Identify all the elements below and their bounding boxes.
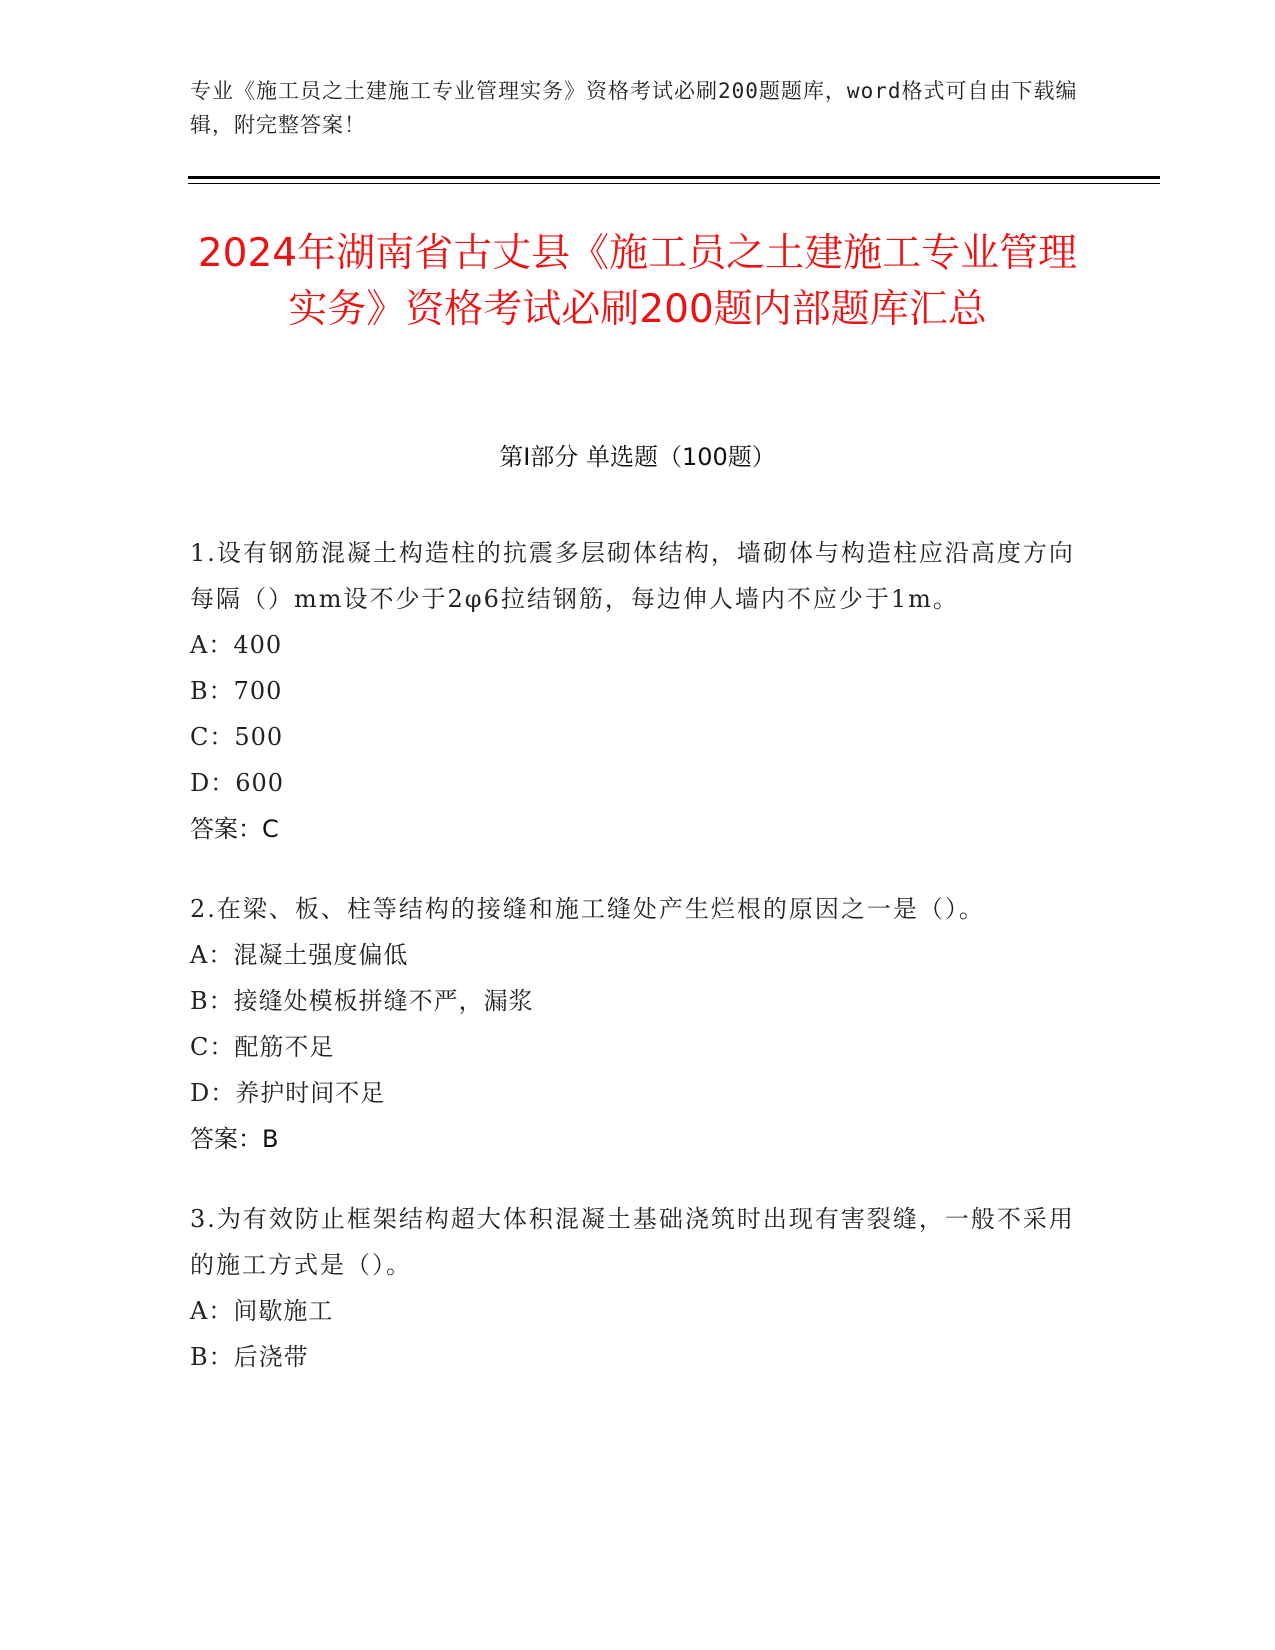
header-note: 专业《施工员之土建施工专业管理实务》资格考试必刷200题题库，word格式可自由下载编辑，附完整答案！ — [190, 79, 1078, 137]
answer-line: 答案：C — [190, 815, 279, 843]
question-list — [190, 530, 1090, 1414]
section-heading: 第Ⅰ部分 单选题（100题） — [499, 443, 776, 471]
option-a: A：间歇施工 — [190, 1297, 334, 1325]
option-b: B：700 — [190, 677, 283, 705]
option-d: D：养护时间不足 — [190, 1079, 386, 1107]
option-b: B：后浇带 — [190, 1343, 309, 1371]
option-b: B：接缝处模板拼缝不严，漏浆 — [190, 987, 534, 1015]
question-1 — [190, 530, 1090, 852]
option-a: A：400 — [190, 631, 283, 659]
option-c: C：配筋不足 — [190, 1033, 335, 1061]
header-rule-thin — [188, 183, 1160, 184]
option-c: C：500 — [190, 723, 284, 751]
header-rule-thick — [188, 176, 1160, 179]
question-stem: 2.在梁、板、柱等结构的接缝和施工缝处产生烂根的原因之一是（）。 — [190, 895, 985, 923]
option-d: D：600 — [190, 769, 285, 797]
question-stem: 1.设有钢筋混凝土构造柱的抗震多层砌体结构，墙砌体与构造柱应沿高度方向每隔（）mm设不少于2φ6拉结钢筋，每边伸人墙内不应少于1m。 — [190, 539, 1075, 613]
question-2 — [190, 886, 1090, 1162]
question-3 — [190, 1196, 1090, 1380]
document-title: 2024年湖南省古丈县《施工员之土建施工专业管理实务》资格考试必刷200题内部题库汇总 — [197, 231, 1078, 332]
answer-line: 答案：B — [190, 1125, 279, 1153]
question-stem: 3.为有效防止框架结构超大体积混凝土基础浇筑时出现有害裂缝，一般不采用的施工方式是（）。 — [190, 1205, 1075, 1279]
option-a: A：混凝土强度偏低 — [190, 941, 409, 969]
